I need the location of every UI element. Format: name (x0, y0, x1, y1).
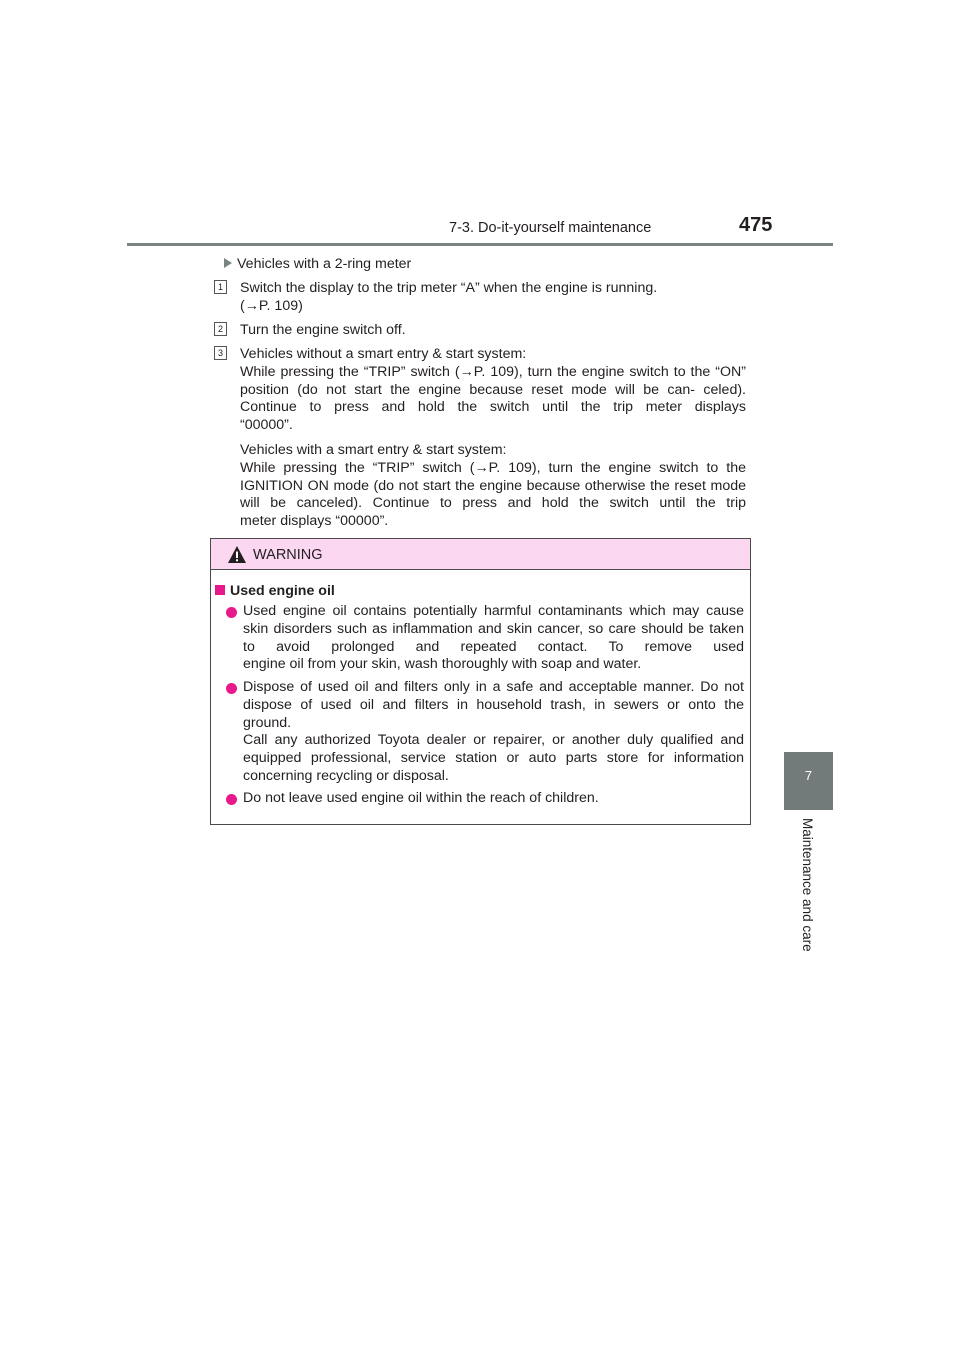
bullet-icon (226, 683, 237, 694)
bullet-icon (226, 607, 237, 618)
subheading (224, 256, 411, 272)
warning-heading (215, 583, 335, 599)
warning-item-1 (243, 603, 744, 674)
warning-title: WARNING (253, 547, 323, 563)
warning-triangle-icon (227, 545, 247, 564)
step-2-text: Turn the engine switch off. (240, 322, 406, 338)
warning-item-2-end: ground. (243, 714, 292, 731)
step-number-1: 1 (214, 280, 227, 294)
chapter-title: Maintenance and care (800, 818, 815, 952)
step-3-instruction-1: While pressing the “TRIP” switch (→P. 109), turn the engine switch to the “ON” position (do not start the engine because reset mode will be can- celed). Continue to press and hold the switch until the trip meter displays (240, 363, 746, 416)
warning-header (211, 539, 750, 570)
step-3-condition-1: Vehicles without a smart entry & start system: (240, 346, 527, 362)
header-divider (127, 243, 833, 246)
chapter-tab (784, 752, 833, 810)
warning-item-3: Do not leave used engine oil within the reach of children. (243, 790, 599, 806)
warning-item-2-body: Dispose of used oil and filters only in a safe and acceptable manner. Do not dispose of used oil and filters in household trash, in sewers or onto the (243, 679, 744, 713)
triangle-bullet-icon (224, 258, 232, 268)
step-3-instruction-1-end: “00000”. (240, 417, 293, 434)
chapter-number: 7 (804, 768, 813, 783)
warning-item-1-body: Used engine oil contains potentially harmful contaminants which may cause skin disorders such as inflammation and skin cancer, so care should be taken to avoid prolonged and repeated contact. To remove used (243, 603, 744, 655)
bullet-icon (226, 794, 237, 805)
warning-item-2 (243, 679, 744, 786)
warning-box (210, 538, 751, 825)
warning-item-1-end: engine oil from your skin, wash thoroughly with soap and water. (243, 656, 642, 673)
section-title: 7-3. Do-it-yourself maintenance (449, 220, 652, 236)
warning-heading-text: Used engine oil (230, 583, 335, 599)
square-bullet-icon (215, 585, 225, 595)
page-number: 475 (739, 214, 773, 236)
step-number-2: 2 (214, 322, 227, 336)
step-1-line: Switch the display to the trip meter “A” when the engine is running. (240, 280, 658, 296)
step-3-paragraph-2 (240, 442, 746, 531)
step-1-reference: (→P. 109) (240, 297, 303, 314)
step-3-paragraph-1 (240, 346, 746, 435)
step-1-text (240, 280, 746, 316)
subheading-text: Vehicles with a 2-ring meter (237, 256, 412, 272)
warning-item-2-end-2: concerning recycling or disposal. (243, 767, 449, 784)
step-3-condition-2: Vehicles with a smart entry & start system: (240, 442, 507, 458)
warning-item-2-body-2: Call any authorized Toyota dealer or repairer, or another duly qualified and equipped professional, service station or auto parts store for information (243, 732, 744, 767)
step-number-3: 3 (214, 346, 227, 360)
step-3-instruction-2-end: meter displays “00000”. (240, 513, 389, 530)
step-3-instruction-2: While pressing the “TRIP” switch (→P. 109), turn the engine switch to the IGNITION ON mode (do not start the engine because otherwise the reset mode will be canceled). Continue to press and hold the switch until the trip (240, 459, 746, 512)
